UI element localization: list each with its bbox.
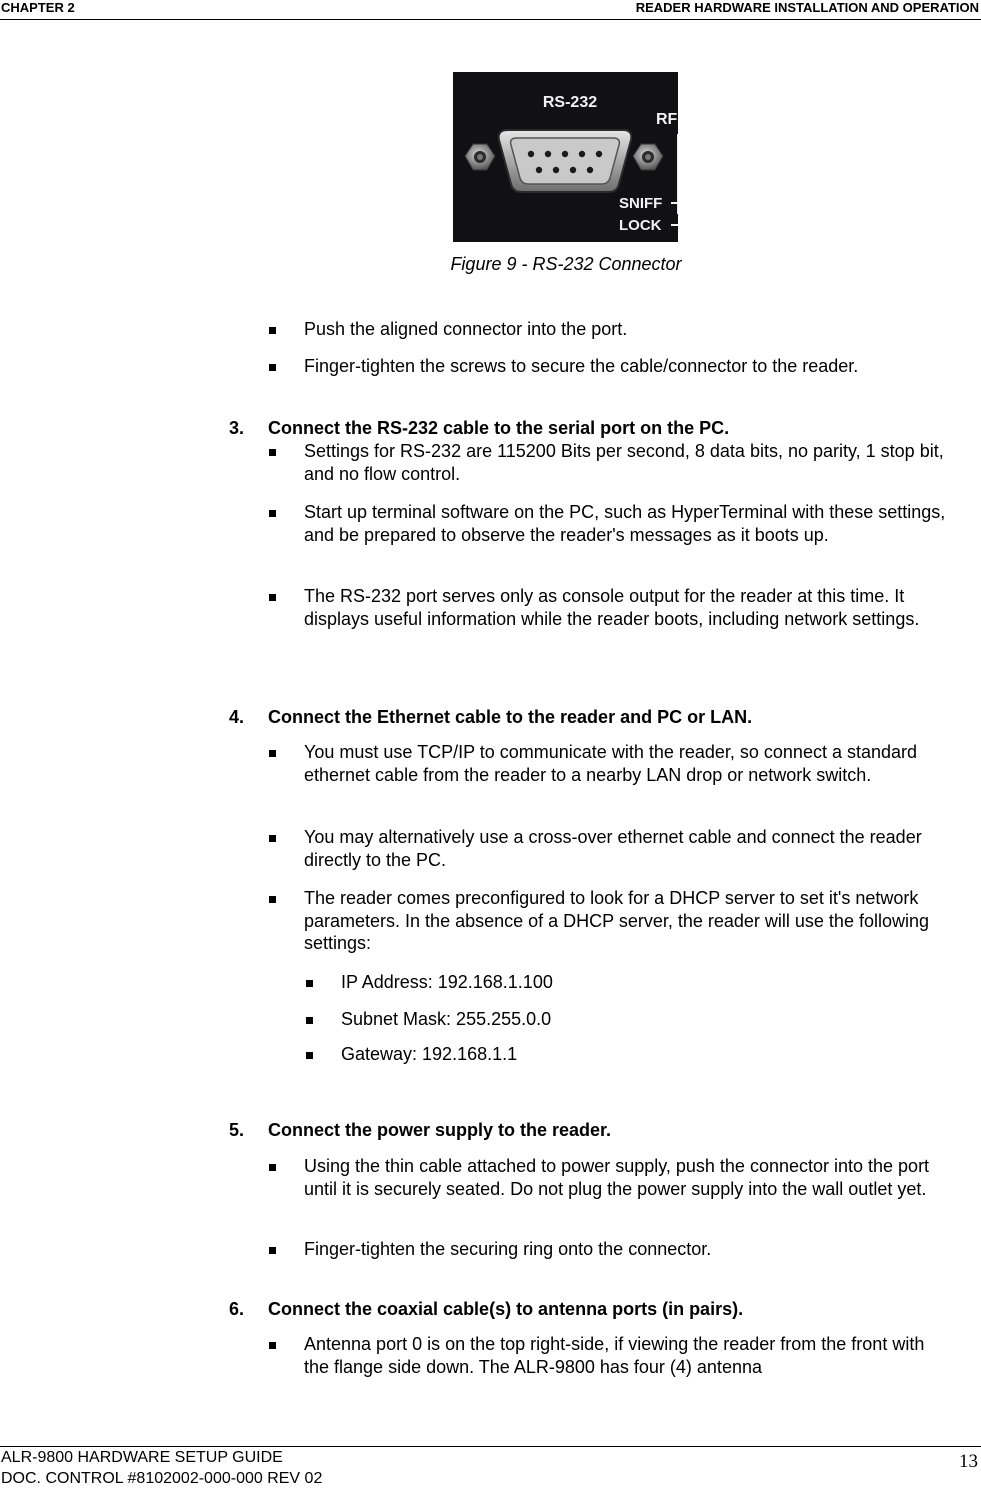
guide-title: ALR-9800 HARDWARE SETUP GUIDE [1, 1449, 283, 1466]
bullet-square-icon [269, 327, 276, 334]
rf-label: RF [656, 111, 678, 128]
page-header [0, 0, 981, 20]
rs232-connector-photo [453, 72, 678, 242]
bullet-square-icon [306, 980, 313, 987]
bullet-square-icon [269, 364, 276, 371]
page-footer [0, 1446, 981, 1487]
step-heading: 4. Connect the Ethernet cable to the reader and PC or LAN. [229, 707, 753, 727]
list-item: Subnet Mask: 255.255.0.0 [306, 1008, 906, 1031]
list-item: Finger-tighten the securing ring onto the connector. [269, 1238, 949, 1261]
bullet-square-icon [306, 1052, 313, 1059]
bullet-square-icon [269, 750, 276, 757]
bullet-square-icon [269, 896, 276, 903]
list-item: The RS-232 port serves only as console output for the reader at this time. It displays useful information while the reader boots, including network settings. [269, 585, 949, 630]
list-item: Start up terminal software on the PC, such as HyperTerminal with these settings, and be prepared to observe the reader's messages as it boots up. [269, 501, 949, 546]
bullet-square-icon [269, 835, 276, 842]
list-item: Finger-tighten the screws to secure the cable/connector to the reader. [269, 355, 959, 378]
rs232-label: RS-232 [542, 94, 598, 111]
step-heading: 3. Connect the RS-232 cable to the serial port on the PC. [229, 418, 730, 438]
chapter-label: CHAPTER 2 [1, 0, 75, 15]
list-item: Push the aligned connector into the port. [269, 318, 959, 341]
bullet-square-icon [269, 1247, 276, 1254]
list-item: You must use TCP/IP to communicate with the reader, so connect a standard ethernet cable from the reader to a nearby LAN drop or network switch. [269, 741, 981, 786]
page-number: 13 [959, 1451, 978, 1472]
list-item: Gateway: 192.168.1.1 [306, 1043, 906, 1066]
bullet-square-icon [269, 1342, 276, 1349]
sniff-label: SNIFF [619, 195, 663, 212]
step-heading: 6. Connect the coaxial cable(s) to antenna ports (in pairs). [229, 1299, 744, 1319]
list-item: Antenna port 0 is on the top right-side, if viewing the reader from the front with the flange side down. The ALR-9800 has four (4) antenna [269, 1333, 949, 1378]
bullet-square-icon [269, 594, 276, 601]
bullet-square-icon [269, 510, 276, 517]
bullet-square-icon [269, 449, 276, 456]
list-item: IP Address: 192.168.1.100 [306, 971, 906, 994]
section-title: READER HARDWARE INSTALLATION AND OPERATION [635, 0, 979, 15]
bullet-square-icon [306, 1017, 313, 1024]
lock-label: LOCK [619, 217, 662, 234]
list-item: You may alternatively use a cross-over ethernet cable and connect the reader directly to the PC. [269, 826, 949, 871]
step-heading: 5. Connect the power supply to the reader. [229, 1120, 612, 1140]
rs232-connector-illustration [453, 72, 678, 242]
list-item: Using the thin cable attached to power supply, push the connector into the port until it is securely seated. Do not plug the power supply into the wall outlet yet. [269, 1155, 949, 1200]
list-item: Settings for RS-232 are 115200 Bits per second, 8 data bits, no parity, 1 stop bit, and no flow control. [269, 440, 949, 485]
bullet-square-icon [269, 1164, 276, 1171]
list-item: The reader comes preconfigured to look for a DHCP server to set it's network parameters. In the absence of a DHCP server, the reader will use the following settings: [269, 887, 949, 955]
figure-caption: Figure 9 - RS-232 Connector [450, 254, 682, 274]
doc-control: DOC. CONTROL #8102002-000-000 REV 02 [1, 1470, 323, 1487]
